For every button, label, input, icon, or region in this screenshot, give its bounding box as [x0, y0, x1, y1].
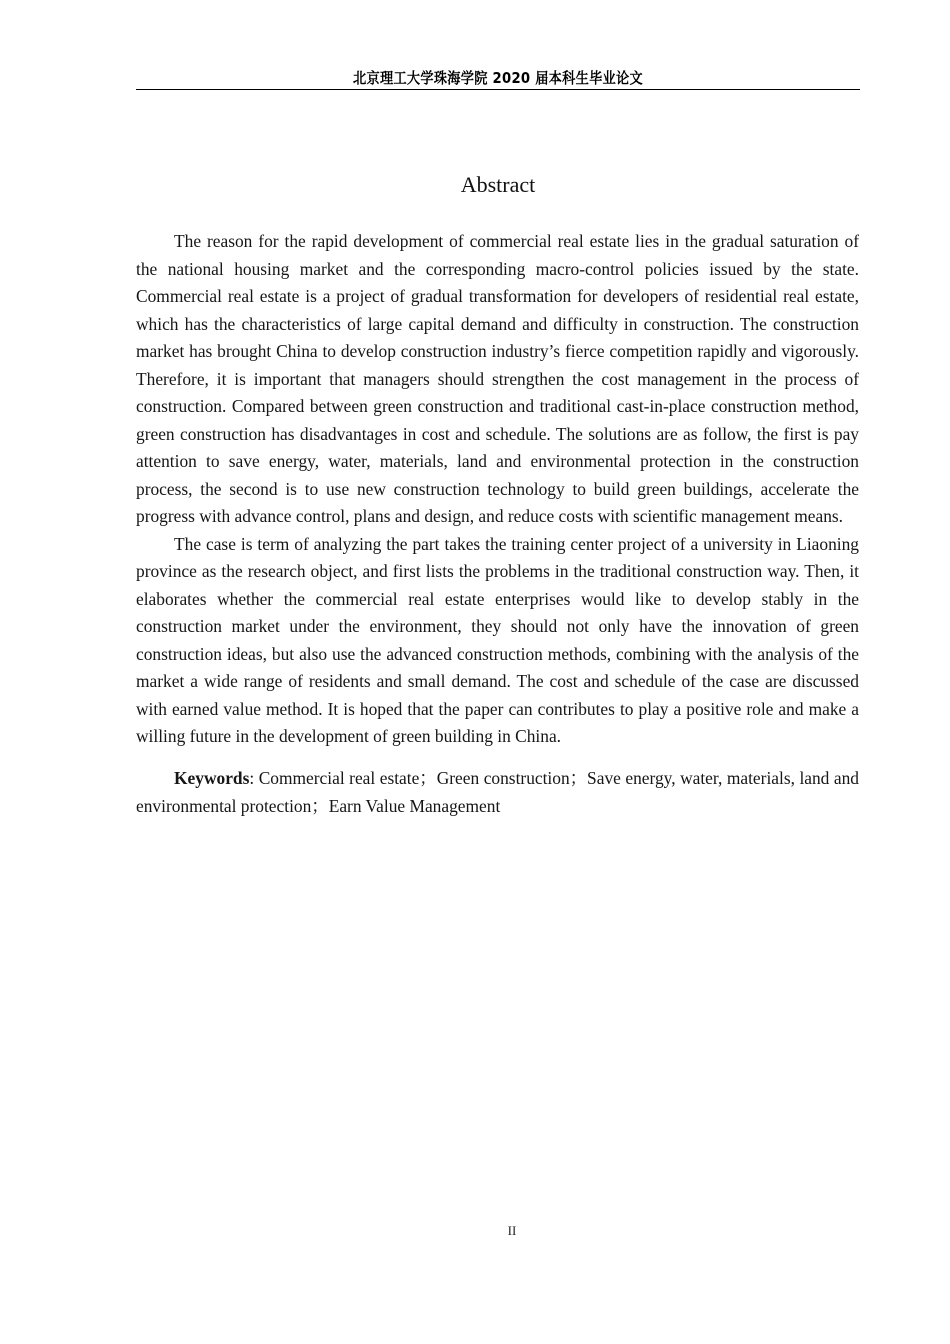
- keywords-label: Keywords: [174, 767, 250, 788]
- running-title: 北京理工大学珠海学院 2020 届本科生毕业论文: [353, 69, 643, 87]
- abstract-paragraph-1: The reason for the rapid development of commercial real estate lies in the gradual saturation of the national housing market and the corresponding macro-control policies issued by the state. Commercial real estate is a project of gradual transformation for developers of residential real estate, which has the characteristics of large capital demand and difficulty in construction. The construction market has brought China to develop construction industry’s fierce competition rapidly and vigorously. Therefore, it is important that managers should strengthen the cost management in the process of construction. Compared between green construction and traditional cast-in-place construction method, green construction has disadvantages in cost and schedule. The solutions are as follow, the first is pay attention to save energy, water, materials, land and environmental protection in the construction process, the second is to use new construction technology to build green buildings, accelerate the progress with advance control, plans and design, and reduce costs with scientific management means.: [136, 231, 859, 526]
- page-number: II: [507, 1223, 517, 1238]
- abstract-body: [136, 228, 859, 821]
- abstract-paragraph-2: The case is term of analyzing the part takes the training center project of a university in Liaoning province as the research object, and first lists the problems in the traditional construction way. Then, it elaborates whether the commercial real estate enterprises would like to develop stably in the construction market under the environment, they should not only have the innovation of green construction ideas, but also use the advanced construction methods, combining with the analysis of the market a wide range of residents and small demand. The cost and schedule of the case are discussed with earned value method. It is hoped that the paper can contributes to play a positive role and make a willing future in the development of green building in China.: [136, 533, 859, 746]
- keywords-line: [136, 764, 859, 821]
- abstract-title: Abstract: [460, 172, 536, 197]
- keywords-text: : Commercial real estate；Green construction；Save energy, water, materials, land and environmental protection；Earn Value Management: [136, 767, 859, 816]
- page-header: [136, 68, 860, 90]
